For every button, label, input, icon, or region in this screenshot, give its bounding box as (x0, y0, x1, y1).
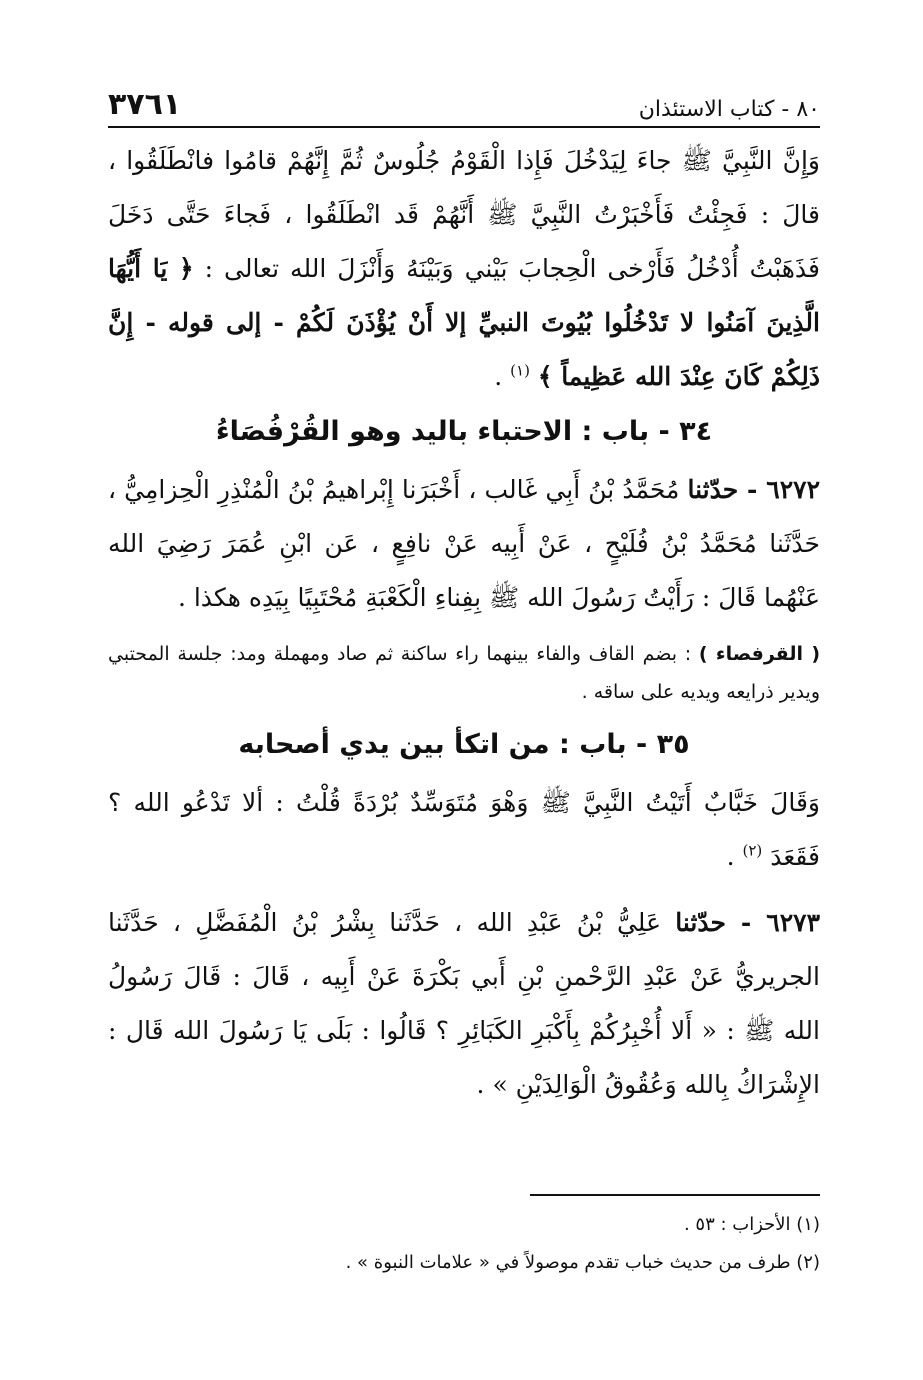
quran-verse: ﴿ يَا أَيُّهَا الَّذِينَ آمَنُوا لا تَدْخُلُوا بُيُوتَ النبيِّ إلا أَنْ يُؤْذَنَ لَكُمْ - إلى قوله - إِنَّ ذَلِكُمْ كَانَ عِنْدَ الله عَظِيماً ﴾ (108, 254, 820, 391)
gloss-note (108, 635, 820, 711)
hadith-6273 (108, 896, 820, 1112)
hadith-continuation-paragraph (108, 134, 820, 404)
page-number: ٣٧٦١ (108, 87, 182, 122)
hadith-number: ٦٢٧٣ - حدّثنا (675, 908, 820, 937)
hadith-text: مُحَمَّدُ بْنُ أَبِي غَالب ، أَخْبَرَنا إِبْراهيمُ بْنُ الْمُنْذِرِ الْحِزامِيُّ ، حَدَّثَنا مُحَمَّدُ بْنُ فُلَيْحٍ ، عَنْ أَبِيه عَنْ نافِعٍ ، عَن ابْنِ عُمَرَ رَضِيَ الله عَنْهُما قَالَ : رَأَيْتُ رَسُولَ الله ﷺ بِفِناءِ الْكَعْبَةِ مُحْتَبِيًا بِيَدِه هكذا . (108, 475, 820, 612)
gloss-term: ( القرفصاء ) (698, 643, 820, 665)
footnotes (108, 1206, 820, 1282)
paragraph-text: وَإِنَّ النَّبِيَّ ﷺ جاءَ لِيَدْخُلَ فَإِذا الْقَوْمُ جُلُوسٌ ثُمَّ إِنَّهُمْ قامُوا فانْطَلَقُوا ، قالَ : فَجِئْتُ فَأَخْبَرْتُ النَّبِيَّ ﷺ أَنَّهُمْ قَد انْطَلَقُوا ، فَجاءَ حَتَّى دَخَلَ فَذَهَبْتُ أُدْخُلُ فَأَرْخى الْحِجابَ بَيْني وَبَيْنَهُ وَأَنْزَلَ الله تعالى : (108, 146, 820, 283)
footnote-ref-2[interactable]: (٢) (742, 841, 763, 860)
hadith-text: عَلِيُّ بْنُ عَبْدِ الله ، حَدَّثَنا بِشْرُ بْنُ الْمُفَضَّلِ ، حَدَّثَنا الجريريُّ عَنْ عَبْدِ الرَّحْمنِ بْنِ أَبي بَكْرَةَ عَنْ أَبِيه ، قَالَ : قَالَ رَسُولُ الله ﷺ : « أَلا أُخْبِرُكُمْ بِأَكْبَرِ الكَبَائِرِ ؟ قَالُوا : بَلَى يَا رَسُولَ الله قَال : الإِشْرَاكُ بِالله وَعُقُوقُ الْوَالِدَيْنِ » . (108, 908, 820, 1099)
hadith-6272 (108, 463, 820, 625)
paragraph-text: وَقَالَ خَبَّابٌ أَتَيْتُ النَّبِيَّ ﷺ وَهْوَ مُتَوَسِّدٌ بُرْدَةً قُلْتُ : ألا تَدْعُو الله ؟ فَقَعَدَ (108, 788, 820, 871)
paragraph-end: . (494, 362, 511, 391)
footnote-1: (١) الأحزاب : ٥٣ . (683, 1214, 820, 1235)
chapter-heading-34: ٣٤ - باب : الاحتباء باليد وهو القُرْفُصَاءُ (215, 416, 713, 447)
chapter-heading-35: ٣٥ - باب : من اتكأ بين يدي أصحابه (238, 729, 690, 760)
book-page (108, 82, 820, 1342)
footnote-2: (٢) طرف من حديث خباب تقدم موصولاً في « علامات النبوة » . (345, 1252, 820, 1273)
hadith-number: ٦٢٧٢ - حدّثنا (687, 475, 820, 504)
page-header (108, 82, 820, 128)
footnote-divider (530, 1194, 820, 1196)
chapter-35-intro (108, 776, 820, 884)
footnote-ref-1[interactable]: (١) (510, 361, 530, 380)
paragraph-end: . (726, 842, 743, 871)
running-chapter-title: ٨٠ - كتاب الاستئذان (638, 97, 820, 122)
gloss-text: : بضم القاف والفاء بينهما راء ساكنة ثم صاد ومهملة ومد: جلسة المحتبي ويدير ذرايعه ويديه على ساقه . (108, 643, 820, 703)
